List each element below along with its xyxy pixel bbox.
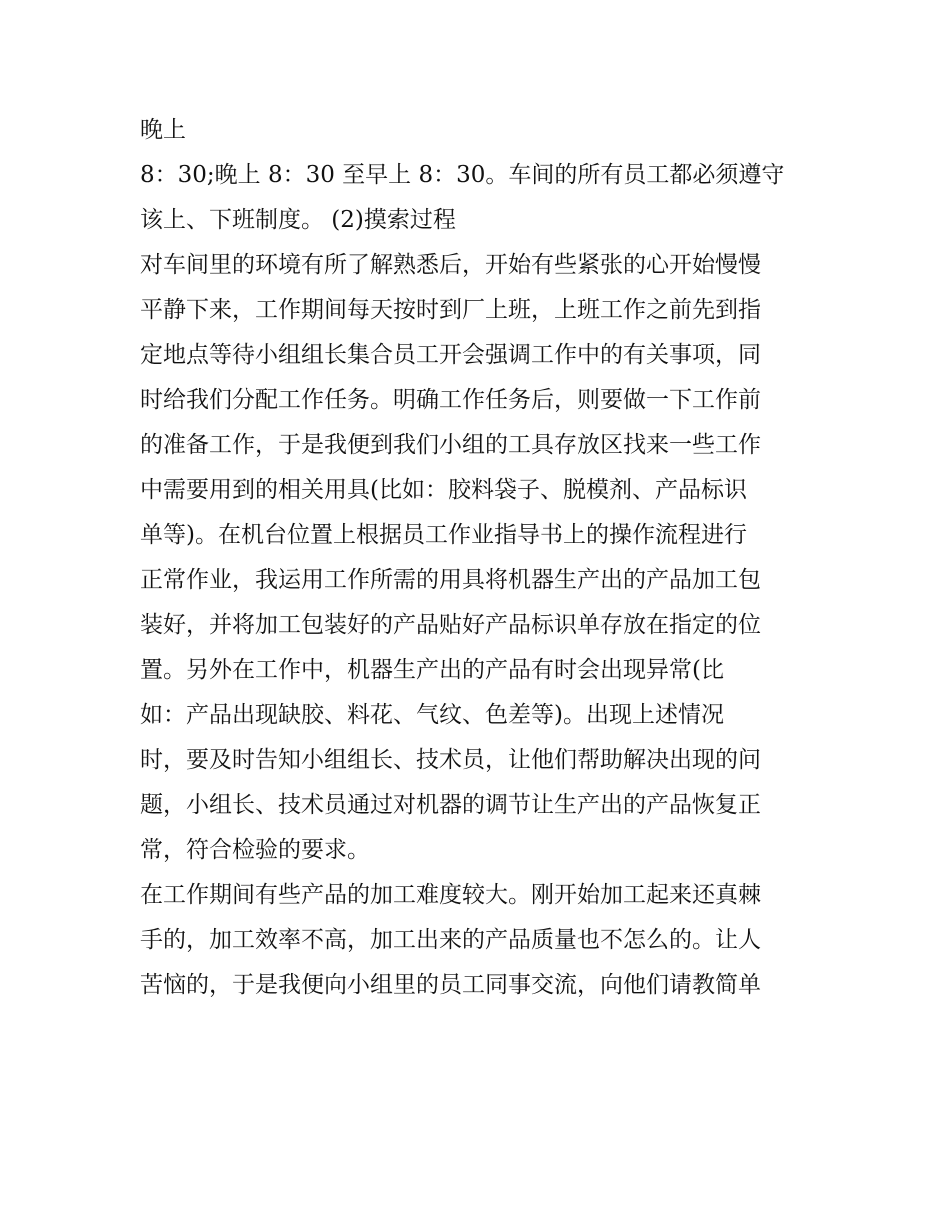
text-line: 8：30;晚上 8：30 至早上 8：30。车间的所有员工都必须遵守 [140,162,785,188]
text-line: 如：产品出现缺胶、料花、气纹、色差等)。出现上述情况 [140,702,724,728]
text-line: 时给我们分配工作任务。明确工作任务后，则要做一下工作前 [140,387,761,413]
text-line: 中需要用到的相关用具(比如：胶料袋子、脱模剂、产品标识 [140,477,747,503]
text-line: 该上、下班制度。 (2)摸索过程 [140,207,456,233]
document-body [140,108,820,1008]
text-line: 在工作期间有些产品的加工难度较大。刚开始加工起来还真棘 [140,882,761,908]
text-line: 定地点等待小组组长集合员工开会强调工作中的有关事项，同 [140,342,761,368]
text-line: 的准备工作，于是我便到我们小组的工具存放区找来一些工作 [140,432,761,458]
text-line: 平静下来，工作期间每天按时到厂上班，上班工作之前先到指 [140,297,761,323]
text-line: 手的，加工效率不高，加工出来的产品质量也不怎么的。让人 [140,927,761,953]
text-line: 题，小组长、技术员通过对机器的调节让生产出的产品恢复正 [140,792,761,818]
text-line: 苦恼的，于是我便向小组里的员工同事交流，向他们请教简单 [140,972,761,998]
text-line: 晚上 [140,117,186,143]
text-line: 常，符合检验的要求。 [140,837,370,863]
text-line: 装好，并将加工包装好的产品贴好产品标识单存放在指定的位 [140,612,761,638]
text-line: 单等)。在机台位置上根据员工作业指导书上的操作流程进行 [140,522,747,548]
text-line: 置。另外在工作中，机器生产出的产品有时会出现异常(比 [140,657,724,683]
text-line: 正常作业，我运用工作所需的用具将机器生产出的产品加工包 [140,567,761,593]
text-line: 对车间里的环境有所了解熟悉后，开始有些紧张的心开始慢慢 [140,252,761,278]
text-line: 时，要及时告知小组组长、技术员，让他们帮助解决出现的问 [140,747,761,773]
